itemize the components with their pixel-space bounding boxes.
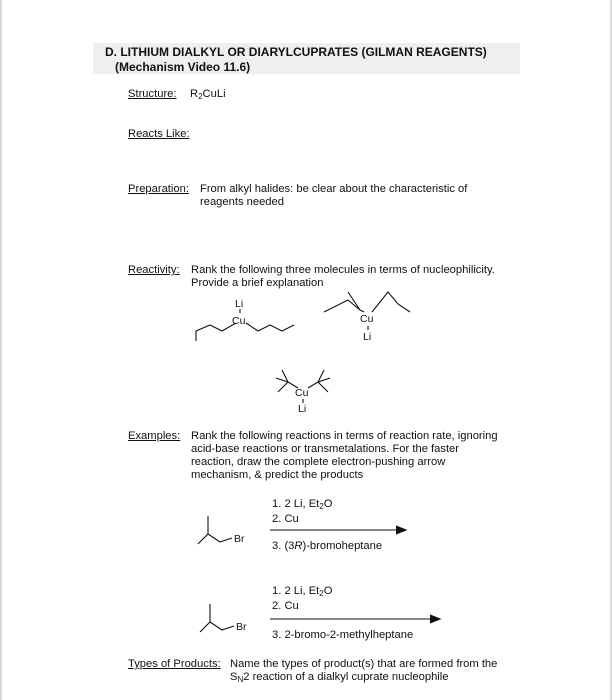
- structure-formula: [190, 88, 226, 103]
- molecule-1-right-chain: [246, 323, 294, 331]
- reaction-2-step2: 2. Cu: [272, 600, 299, 612]
- reaction-1-arrow-head: [396, 526, 406, 534]
- reaction-1-step2: 2. Cu: [272, 513, 299, 525]
- reactivity-label: Reactivity:: [128, 264, 180, 276]
- cuprate-molecule-2: [318, 288, 418, 348]
- sn2-rest: 2 reaction of a dialkyl cuprate nucleophile: [243, 671, 449, 683]
- sn2-s: S: [230, 671, 238, 683]
- molecule-3-right-tbutyl: [318, 370, 330, 392]
- reaction-1-arrow: [270, 524, 410, 536]
- r1-step1-sub: 2: [319, 502, 324, 511]
- cuprate-molecule-1: [190, 295, 300, 355]
- molecule-3-cu-atom: Cu: [295, 387, 309, 399]
- reagent-2-br-atom: Br: [236, 621, 247, 633]
- reagent-1-skeleton: [198, 534, 232, 544]
- reaction-1-step3: [272, 540, 382, 553]
- r2-step1-prefix: 1. 2 Li, Et: [272, 585, 320, 597]
- reagent-1-br-atom: Br: [234, 533, 245, 545]
- formula-subscript: 2: [198, 92, 203, 101]
- structure-label: Structure:: [128, 88, 177, 100]
- formula-r: R: [190, 88, 199, 100]
- reaction-2-step1: [272, 585, 332, 600]
- preparation-line1: From alkyl halides: be clear about the characteristic of: [200, 183, 468, 195]
- reaction-1-step1: [272, 498, 332, 513]
- isobutyl-bromide-2: [198, 600, 258, 640]
- examples-line1: Rank the following reactions in terms of reaction rate, ignoring: [191, 430, 498, 442]
- molecule-1-li-atom: Li: [235, 298, 244, 310]
- preparation-label: Preparation:: [128, 183, 189, 195]
- reaction-2-step3: 3. 2-bromo-2-methylheptane: [272, 629, 414, 641]
- examples-line4: mechanism, & predict the products: [191, 469, 364, 481]
- section-header: [93, 43, 520, 74]
- molecule-2-left-branch: [324, 292, 360, 312]
- isobutyl-bromide-1: [196, 512, 256, 552]
- page-left-edge: [0, 0, 2, 700]
- r2-step1-sub: 2: [319, 589, 324, 598]
- reactivity-line1: Rank the following three molecules in terms of nucleophilicity.: [191, 264, 495, 276]
- types-of-products-line1: Name the types of product(s) that are formed from the: [230, 658, 498, 670]
- r1-step3-italic: R: [294, 540, 303, 552]
- molecule-1-left-chain: [196, 323, 236, 341]
- section-title: D. LITHIUM DIALKYL OR DIARYLCUPRATES (GILMAN REAGENTS): [105, 45, 487, 59]
- molecule-3-left-tbutyl: [276, 370, 288, 392]
- examples-line2: acid-base reactions or transmetalations. For the faster: [191, 443, 460, 455]
- types-of-products-label: Types of Products:: [128, 658, 221, 670]
- molecule-2-left-to-cu: [360, 310, 364, 312]
- r1-step3-suffix: )-bromoheptane: [302, 540, 383, 552]
- molecule-1-cu-atom: Cu: [232, 315, 246, 327]
- r1-step1-suffix: O: [323, 498, 333, 510]
- reagent-2-skeleton: [200, 622, 234, 632]
- formula-rest: CuLi: [202, 88, 226, 100]
- sn2-n: N: [237, 675, 244, 684]
- examples-line3: reaction, draw the complete electron-pushing arrow: [191, 456, 446, 468]
- types-of-products-line2: [230, 671, 448, 686]
- reaction-2-arrow-head: [430, 615, 440, 623]
- molecule-2-li-atom: Li: [363, 331, 372, 343]
- molecule-3-right-to-cu: [308, 382, 318, 388]
- preparation-line2: reagents needed: [200, 196, 284, 208]
- molecule-3-li-atom: Li: [298, 403, 307, 415]
- examples-label: Examples:: [128, 430, 181, 442]
- cuprate-molecule-3: [268, 364, 338, 419]
- section-subtitle: (Mechanism Video 11.6): [115, 60, 251, 74]
- r2-step1-suffix: O: [323, 585, 333, 597]
- reaction-2-arrow: [270, 613, 445, 625]
- r1-step1-prefix: 1. 2 Li, Et: [272, 498, 320, 510]
- molecule-2-cu-atom: Cu: [360, 313, 374, 325]
- molecule-2-right-branch: [372, 292, 410, 312]
- reacts-like-label: Reacts Like:: [128, 128, 190, 140]
- reactivity-line2: Provide a brief explanation: [191, 277, 324, 289]
- r1-step3-prefix: 3. (3: [272, 540, 295, 552]
